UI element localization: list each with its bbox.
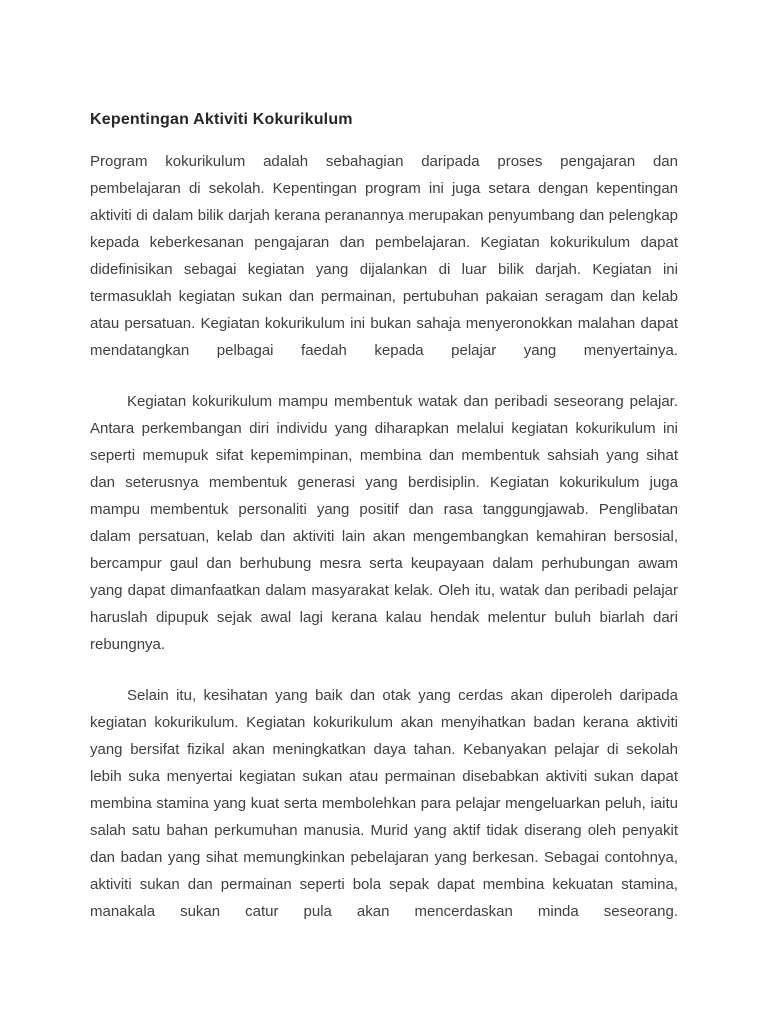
text-line: mampu membentuk personaliti yang positif dan rasa tanggungjawab. Penglibatan (90, 501, 678, 518)
text-line: aktiviti di dalam bilik darjah kerana peranannya merupakan penyumbang dan pelengkap (90, 207, 678, 224)
document-content (90, 110, 678, 949)
text-line: seperti memupuk sifat kepemimpinan, membina dan membentuk sahsiah yang sihat (90, 447, 678, 464)
text-line: Antara perkembangan diri individu yang diharapkan melalui kegiatan kokurikulum ini (90, 420, 678, 437)
text-line: dan badan yang sihat memungkinkan pebelajaran yang berkesan. Sebagai contohnya, (90, 849, 678, 866)
text-line: aktiviti sukan dan permainan seperti bola sepak dapat membina kekuatan stamina, (90, 876, 678, 893)
text-line: bercampur gaul dan berhubung mesra serta keupayaan dalam perhubungan awam (90, 555, 678, 572)
text-line: pembelajaran di sekolah. Kepentingan program ini juga setara dengan kepentingan (90, 180, 678, 197)
text-line: dan seterusnya membentuk generasi yang berdisiplin. Kegiatan kokurikulum juga (90, 474, 678, 491)
text-line: manakala sukan catur pula akan mencerdaskan minda seseorang. (90, 903, 678, 920)
paragraph (90, 388, 678, 658)
text-line: termasuklah kegiatan sukan dan permainan, pertubuhan pakaian seragam dan kelab (90, 288, 678, 305)
text-line: dalam persatuan, kelab dan aktiviti lain akan mengembangkan kemahiran bersosial, (90, 528, 678, 545)
text-line: kepada keberkesanan pengajaran dan pembelajaran. Kegiatan kokurikulum dapat (90, 234, 678, 251)
text-line: membina stamina yang kuat serta membolehkan para pelajar mengeluarkan peluh, iaitu (90, 795, 678, 812)
text-line: lebih suka menyertai kegiatan sukan atau permainan disebabkan aktiviti sukan dapat (90, 768, 678, 785)
paragraph (90, 148, 678, 364)
text-line: mendatangkan pelbagai faedah kepada pelajar yang menyertainya. (90, 342, 678, 359)
paragraph (90, 682, 678, 925)
text-line: salah satu bahan perkumuhan manusia. Murid yang aktif tidak diserang oleh penyakit (90, 822, 678, 839)
document-title: Kepentingan Aktiviti Kokurikulum (90, 111, 353, 128)
text-line: atau persatuan. Kegiatan kokurikulum ini bukan sahaja menyeronokkan malahan dapat (90, 315, 678, 332)
text-line: kegiatan kokurikulum. Kegiatan kokurikulum akan menyihatkan badan kerana aktiviti (90, 714, 678, 731)
text-line: didefinisikan sebagai kegiatan yang dijalankan di luar bilik darjah. Kegiatan ini (90, 261, 678, 278)
text-line: rebungnya. (90, 636, 166, 653)
text-line: Program kokurikulum adalah sebahagian daripada proses pengajaran dan (90, 153, 678, 170)
text-line: yang dapat dimanfaatkan dalam masyarakat kelak. Oleh itu, watak dan peribadi pelajar (90, 582, 678, 599)
text-line: haruslah dipupuk sejak awal lagi kerana kalau hendak melentur buluh biarlah dari (90, 609, 678, 626)
paragraphs-container (90, 148, 678, 925)
text-line: Kegiatan kokurikulum mampu membentuk watak dan peribadi seseorang pelajar. (127, 393, 678, 410)
text-line: yang bersifat fizikal akan meningkatkan daya tahan. Kebanyakan pelajar di sekolah (90, 741, 678, 758)
text-line: Selain itu, kesihatan yang baik dan otak yang cerdas akan diperoleh daripada (127, 687, 678, 704)
